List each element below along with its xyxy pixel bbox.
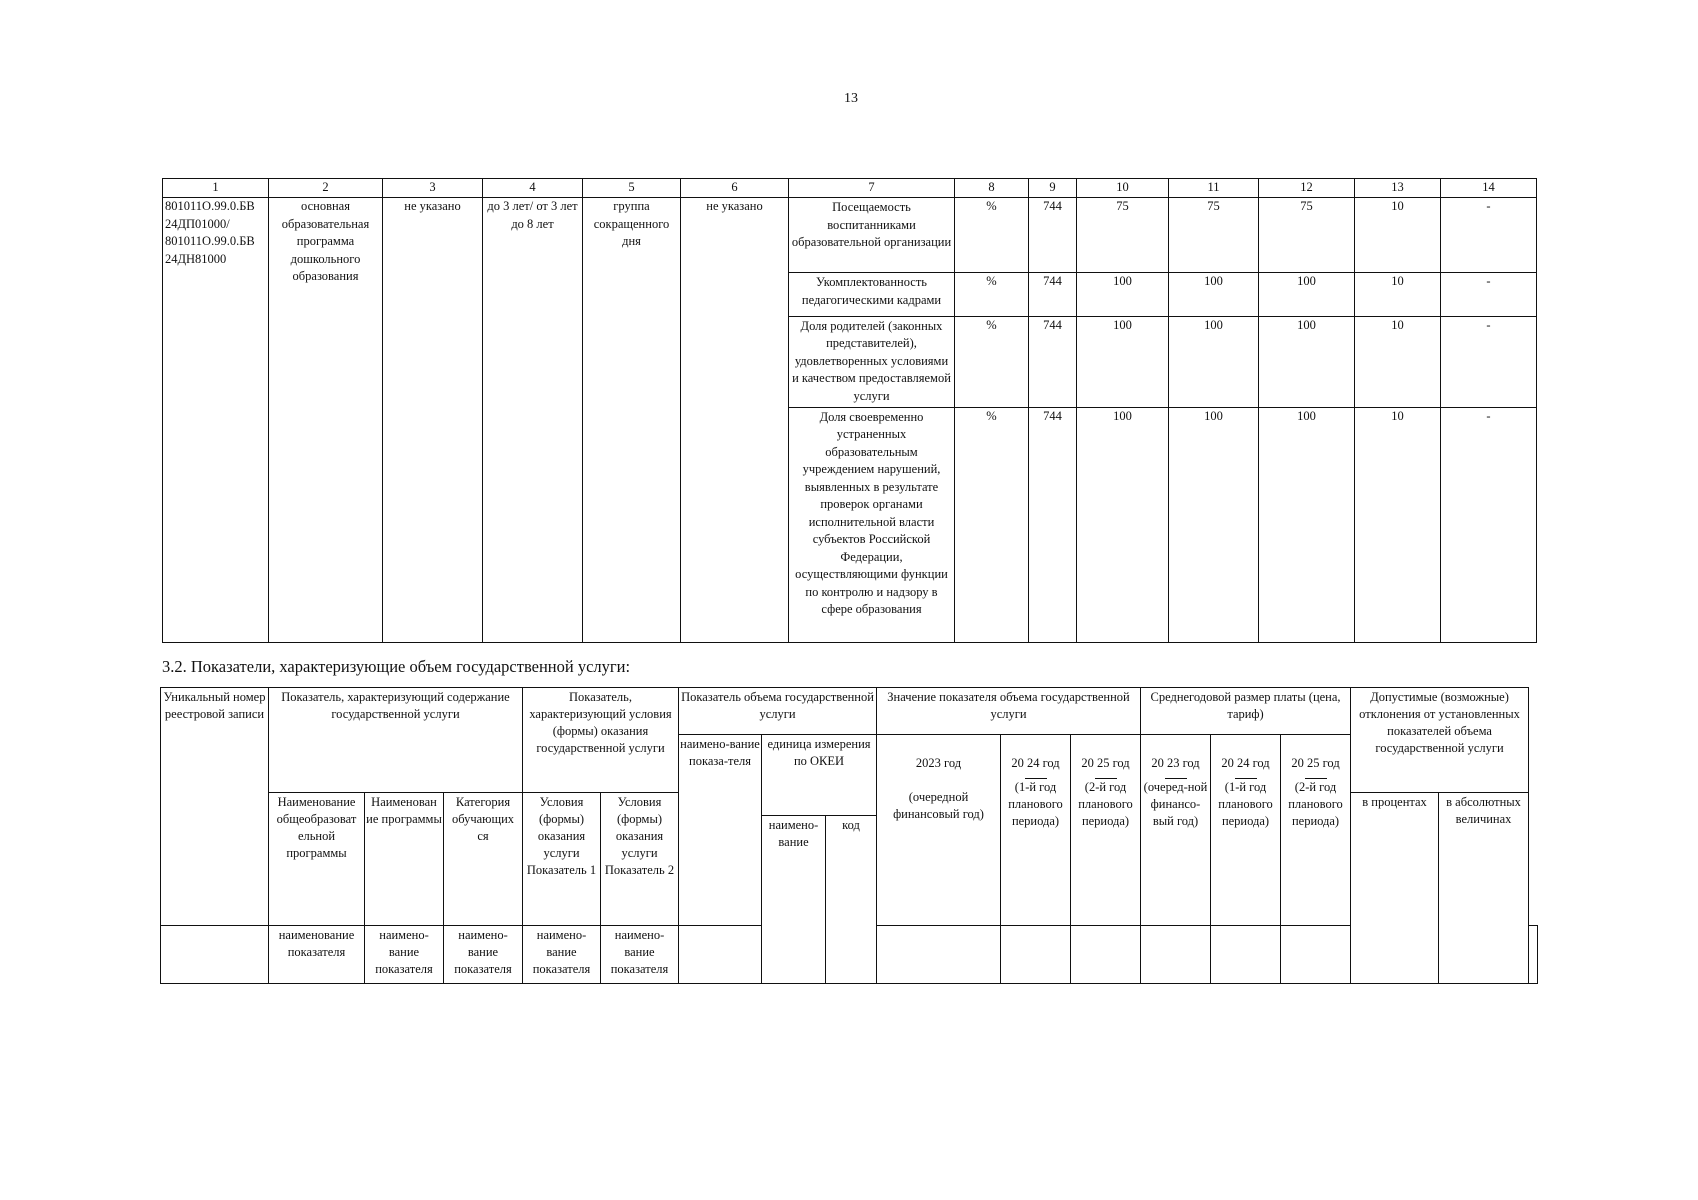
col-num: 14 xyxy=(1441,179,1537,198)
value-1: 100 xyxy=(1077,316,1169,407)
empty-cell xyxy=(1071,926,1141,984)
fee-2024-sub: (1-й год планового периода) xyxy=(1218,780,1273,828)
year-2023-sub: (очередной финансовый год) xyxy=(893,790,984,821)
fee-2024-header xyxy=(1211,735,1281,926)
deviation-percent: 10 xyxy=(1355,198,1441,273)
indicator-name: Доля своевременно устраненных образовательным учреждением нарушений, выявленных в результате проверок органами исполнительной власти субъектов Российской Федерации, осуществляющими функции по контролю и надзору в сфере образования xyxy=(789,407,955,642)
year-2023-header xyxy=(877,735,1001,926)
avg-fee-header: Среднегодовой размер платы (цена, тариф) xyxy=(1141,688,1351,735)
okei-code: 744 xyxy=(1029,273,1077,316)
deviation-absolute: - xyxy=(1441,407,1537,642)
group-value: группа сокращенного дня xyxy=(583,198,681,643)
deviation-percent: 10 xyxy=(1355,273,1441,316)
sub-condition-1-header: Условия (формы) оказания услуги Показатель 1 xyxy=(523,793,601,926)
fee-2023-label: 20 23 год xyxy=(1151,756,1200,770)
okei-code: 744 xyxy=(1029,198,1077,273)
fee-2023-header xyxy=(1141,735,1211,926)
empty-cell xyxy=(1001,926,1071,984)
quality-indicators-table xyxy=(162,178,1537,643)
col-num: 1 xyxy=(163,179,269,198)
unit-okei-header: единица измерения по ОКЕИ xyxy=(762,735,877,816)
value-1: 75 xyxy=(1077,198,1169,273)
bottom-indicator-2: наимено-вание показателя xyxy=(365,926,444,984)
deviation-absolute: - xyxy=(1441,273,1537,316)
col-num: 2 xyxy=(269,179,383,198)
col-num: 12 xyxy=(1259,179,1355,198)
empty-cell xyxy=(679,926,762,984)
unit-name-header: наимено-вание xyxy=(762,816,826,984)
fee-2023-sub: (очеред-ной финансо-вый год) xyxy=(1143,780,1208,828)
value-1: 100 xyxy=(1077,407,1169,642)
value-3: 100 xyxy=(1259,273,1355,316)
bottom-indicator-5: наимено-вание показателя xyxy=(601,926,679,984)
indicator-name-header: наимено-вание показа-теля xyxy=(679,735,762,926)
year-2025-label: 20 25 год xyxy=(1081,756,1130,770)
col-num: 9 xyxy=(1029,179,1077,198)
fee-2025-label: 20 25 год xyxy=(1291,756,1340,770)
sub-edu-program-header: Наименование общеобразоват ельной программы xyxy=(269,793,365,926)
volume-value-header: Значение показателя объема государственной услуги xyxy=(877,688,1141,735)
value-3: 100 xyxy=(1259,316,1355,407)
indicator-name: Доля родителей (законных представителей), удовлетворенных условиями и качеством предоставляемой услуги xyxy=(789,316,955,407)
year-2024-sub: (1-й год планового периода) xyxy=(1008,780,1063,828)
empty-cell xyxy=(1281,926,1351,984)
fee-2024-label: 20 24 год xyxy=(1221,756,1270,770)
column-number-row xyxy=(163,179,1537,198)
okei-code: 744 xyxy=(1029,316,1077,407)
value-2: 100 xyxy=(1169,316,1259,407)
underline xyxy=(1305,778,1327,779)
bottom-indicator-1: наименование показателя xyxy=(269,926,365,984)
underline xyxy=(1235,778,1257,779)
fee-2025-header xyxy=(1281,735,1351,926)
indicator-name: Укомплектованность педагогическими кадрами xyxy=(789,273,955,316)
sub-program-header: Наименован ие программы xyxy=(365,793,444,926)
col-num: 3 xyxy=(383,179,483,198)
indicator-name: Посещаемость воспитанниками образовательной организации xyxy=(789,198,955,273)
col-num: 10 xyxy=(1077,179,1169,198)
col-num: 5 xyxy=(583,179,681,198)
fee-2025-sub: (2-й год планового периода) xyxy=(1288,780,1343,828)
underline xyxy=(1165,778,1187,779)
okei-code: 744 xyxy=(1029,407,1077,642)
unit: % xyxy=(955,273,1029,316)
year-2024-label: 20 24 год xyxy=(1011,756,1060,770)
page-number: 13 xyxy=(844,91,858,106)
deviation-absolute: - xyxy=(1441,198,1537,273)
empty-cell xyxy=(1529,926,1538,984)
volume-indicators-table xyxy=(160,687,1538,984)
bottom-indicator-4: наимено-вание показателя xyxy=(523,926,601,984)
bottom-indicator-3: наимено-вание показателя xyxy=(444,926,523,984)
deviation-absolute: - xyxy=(1441,316,1537,407)
sub-condition-2-header: Условия (формы) оказания услуги Показатель 2 xyxy=(601,793,679,926)
empty-cell xyxy=(877,926,1001,984)
unit: % xyxy=(955,316,1029,407)
content-indicator-header: Показатель, характеризующий содержание государственной услуги xyxy=(269,688,523,793)
unique-number-header: Уникальный номер реестровой записи xyxy=(161,688,269,926)
allowed-deviation-header: Допустимые (возможные) отклонения от установленных показателей объема государственной услуги xyxy=(1351,688,1529,793)
empty-cell xyxy=(1211,926,1281,984)
unit: % xyxy=(955,198,1029,273)
sub-category-header: Категория обучающих ся xyxy=(444,793,523,926)
year-2025-header xyxy=(1071,735,1141,926)
value-3: 75 xyxy=(1259,198,1355,273)
year-2025-sub: (2-й год планового периода) xyxy=(1078,780,1133,828)
value-3: 100 xyxy=(1259,407,1355,642)
col6-value: не указано xyxy=(681,198,789,643)
underline xyxy=(1095,778,1117,779)
table-row xyxy=(163,198,1537,273)
deviation-percent: 10 xyxy=(1355,316,1441,407)
year-2023-label: 2023 год xyxy=(915,756,962,770)
conditions-indicator-header: Показатель, характеризующий условия (формы) оказания государственной услуги xyxy=(523,688,679,793)
col-num: 4 xyxy=(483,179,583,198)
percent-header: в процентах xyxy=(1351,793,1439,984)
program-name: основная образовательная программа дошкольного образования xyxy=(269,198,383,643)
empty-cell xyxy=(161,926,269,984)
col-num: 6 xyxy=(681,179,789,198)
col-num: 11 xyxy=(1169,179,1259,198)
unit: % xyxy=(955,407,1029,642)
underline xyxy=(1025,778,1047,779)
col-num: 7 xyxy=(789,179,955,198)
header-row-1 xyxy=(161,688,1538,735)
registry-code: 801011О.99.0.БВ 24ДП01000/ 801011О.99.0.БВ 24ДН81000 xyxy=(163,198,269,643)
unit-code-header: код xyxy=(826,816,877,984)
section-title: 3.2. Показатели, характеризующие объем государственной услуги: xyxy=(162,657,631,676)
absolute-header: в абсолютных величинах xyxy=(1439,793,1529,984)
deviation-percent: 10 xyxy=(1355,407,1441,642)
col-num: 13 xyxy=(1355,179,1441,198)
value-2: 75 xyxy=(1169,198,1259,273)
value-2: 100 xyxy=(1169,273,1259,316)
empty-cell xyxy=(1141,926,1211,984)
year-2024-header xyxy=(1001,735,1071,926)
age-value: до 3 лет/ от 3 лет до 8 лет xyxy=(483,198,583,643)
volume-indicator-header: Показатель объема государственной услуги xyxy=(679,688,877,735)
col3-value: не указано xyxy=(383,198,483,643)
value-2: 100 xyxy=(1169,407,1259,642)
col-num: 8 xyxy=(955,179,1029,198)
value-1: 100 xyxy=(1077,273,1169,316)
